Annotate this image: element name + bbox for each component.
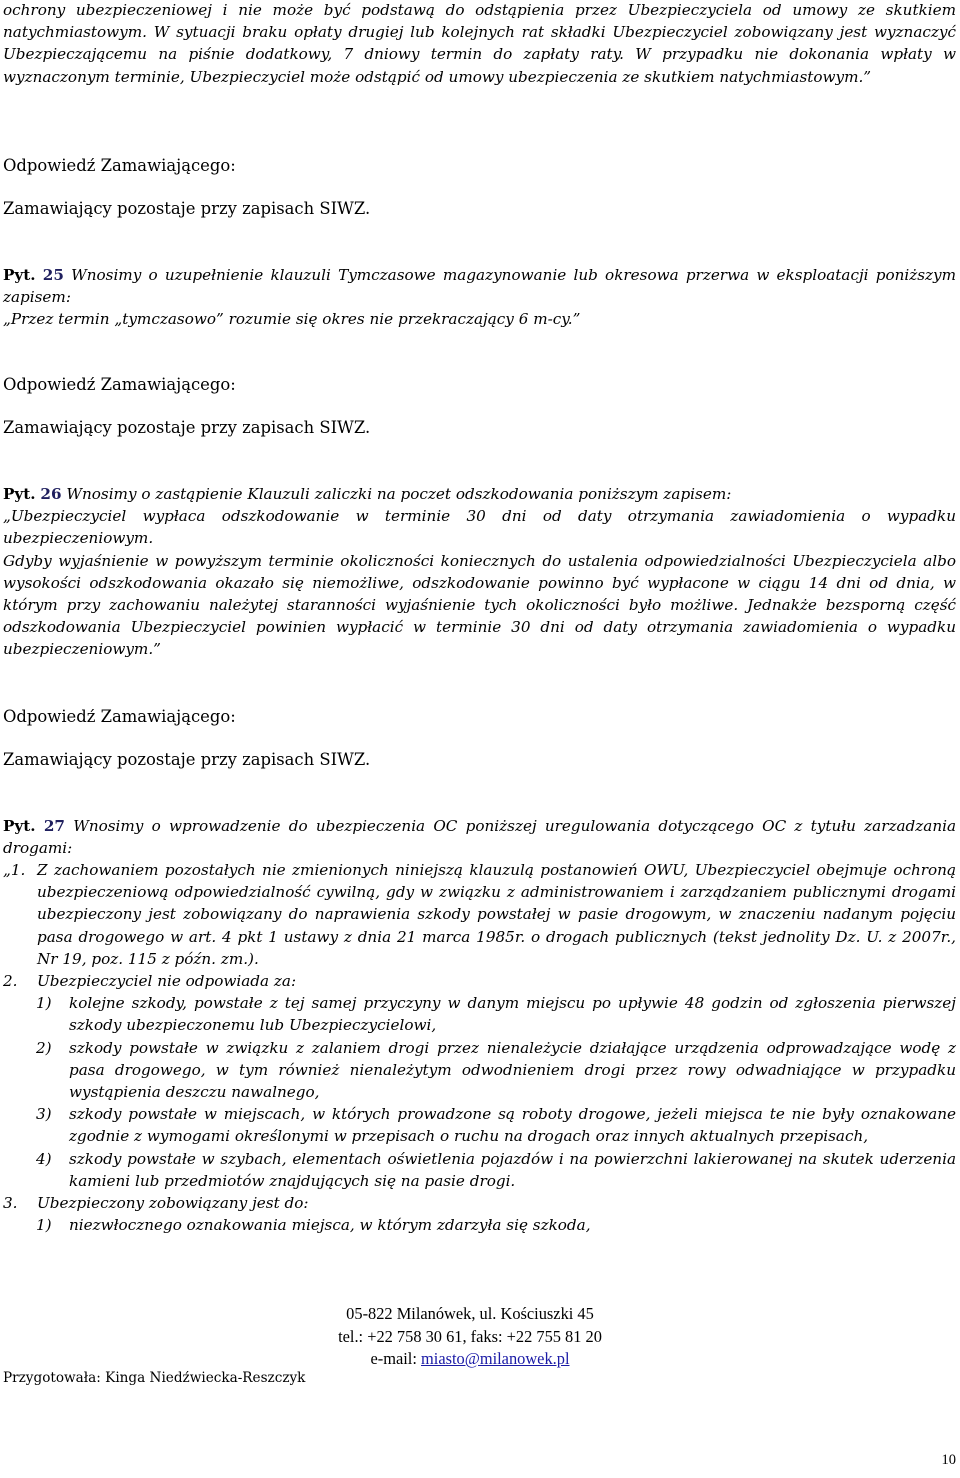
question-label: Pyt. xyxy=(3,817,36,835)
answer-text: Zamawiający pozostaje przy zapisach SIWZ. xyxy=(3,418,371,437)
list-item xyxy=(3,859,956,970)
sub-list-item-text: szkody powstałe w miejscach, w których prowadzone są roboty drogowe, jeżeli miejsca te nie były oznakowane zgodnie z wymogami określonymi w przepisach o ruchu na drogach oraz innych aktualnych przepisach, xyxy=(69,1105,956,1146)
question-quote-continued: Gdyby wyjaśnienie w powyższym terminie okoliczności koniecznych do ustalenia odpowiedzialności Ubezpieczyciela albo wysokości odszkodowania okazało się niemożliwe, odszkodowanie powinno być wypłacone w ciągu 14 dni od dnia, w którym przy zachowaniu należytej staranności wyjaśnienie tych okoliczności było możliwe. Jednakże bezsporną część odszkodowania Ubezpieczyciel powinien wypłacić w terminie 30 dni od daty otrzymania zawiadomienia o wypadku ubezpieczeniowym.” xyxy=(3,551,956,659)
sub-list-item xyxy=(3,1148,956,1192)
question-26 xyxy=(3,483,956,661)
sub-list-item-text: szkody powstałe w związku z zalaniem drogi przez nienależycie działające urządzenia odprowadzające wodę z pasa drogowego, w tym również nienależytym odwodnieniem drogi przez rowy odwadniające w przypadku wystąpienia deszczu nawalnego, xyxy=(69,1038,956,1102)
sub-list-item-number: 1) xyxy=(36,994,52,1013)
sub-list-item-number: 4) xyxy=(36,1149,52,1168)
sub-list-item-text: szkody powstałe w szybach, elementach oświetlenia pojazdów i na powierzchni lakierowanej na skutek uderzenia kamieni lub przedmiotów znajdujących się na pasie drogi. xyxy=(69,1149,956,1190)
sub-list-item-number: 3) xyxy=(36,1105,52,1124)
list-item-number: „1. xyxy=(3,861,26,879)
list-item-number: 2. xyxy=(3,972,18,991)
list-item-text: Ubezpieczyciel nie odpowiada za: xyxy=(37,972,297,991)
page-number: 10 xyxy=(941,1452,956,1468)
list-item xyxy=(3,970,956,992)
sub-list-item xyxy=(3,992,956,1036)
question-text: Wnosimy o zastąpienie Klauzuli zaliczki na poczet odszkodowania poniższym zapisem: xyxy=(66,485,732,503)
answer-heading: Odpowiedź Zamawiającego: xyxy=(3,375,236,394)
email-link[interactable]: miasto@milanowek.pl xyxy=(421,1349,570,1368)
list-item-text: Ubezpieczony zobowiązany jest do: xyxy=(37,1194,309,1213)
footer-contact xyxy=(320,1303,620,1371)
footer-email-line xyxy=(320,1348,620,1371)
question-number: 26 xyxy=(40,485,62,503)
clause-list xyxy=(3,859,956,1236)
list-item-text: Z zachowaniem pozostałych nie zmienionych niniejszą klauzulą postanowień OWU, Ubezpieczyciel obejmuje ochroną ubezpieczeniową odpowiedzialność cywilną, gdy w związku z administrowaniem i zarządzaniem publicznymi drogami ubezpieczony jest zobowiązany do naprawienia szkody powstałej w pasie drogowym, w znaczeniu nadanym pojęciu pasa drogowego w art. 4 pkt 1 ustawy z dnia 21 marca 1985r. o drogach publicznych (tekst jednolity Dz. U. z 2007r., Nr 19, poz. 115 z późn. zm.). xyxy=(37,861,956,968)
sub-list-item xyxy=(3,1214,956,1236)
prepared-by: Przygotowała: Kinga Niedźwiecka-Reszczyk xyxy=(3,1370,306,1386)
question-quote: „Przez termin „tymczasowo” rozumie się okres nie przekraczający 6 m-cy.” xyxy=(3,310,581,329)
sub-list-item-number: 2) xyxy=(36,1038,52,1057)
question-text: Wnosimy o uzupełnienie klauzuli Tymczasowe magazynowanie lub okresowa przerwa w eksploatacji poniższym zapisem: xyxy=(3,266,956,307)
sub-list-item xyxy=(3,1103,956,1147)
answer-heading: Odpowiedź Zamawiającego: xyxy=(3,156,236,175)
sub-list-item-number: 1) xyxy=(36,1216,52,1235)
answer-text: Zamawiający pozostaje przy zapisach SIWZ. xyxy=(3,750,371,769)
footer-email-label: e-mail: xyxy=(370,1349,422,1368)
sub-list-item-text: niezwłocznego oznakowania miejsca, w którym zdarzyła się szkoda, xyxy=(69,1216,591,1235)
question-quote: „Ubezpieczyciel wypłaca odszkodowanie w terminie 30 dni od daty otrzymania zawiadomienia o wypadku ubezpieczeniowym. xyxy=(3,507,956,548)
list-item xyxy=(3,1192,956,1214)
question-27 xyxy=(3,815,956,859)
footer-phone: tel.: +22 758 30 61, faks: +22 755 81 20 xyxy=(338,1326,602,1346)
question-text: Wnosimy o wprowadzenie do ubezpieczenia OC poniższej uregulowania dotyczącego OC z tytułu zarzadzania drogami: xyxy=(3,817,957,858)
question-number: 27 xyxy=(43,817,65,835)
question-label: Pyt. xyxy=(3,485,36,503)
answer-text: Zamawiający pozostaje przy zapisach SIWZ. xyxy=(3,199,371,218)
question-label: Pyt. xyxy=(3,266,36,284)
question-25 xyxy=(3,264,956,331)
sub-list-item-text: kolejne szkody, powstałe z tej samej przyczyny w danym miejscu po upływie 48 godzin od zgłoszenia pierwszej szkody ubezpieczonemu lub Ubezpieczycielowi, xyxy=(69,994,956,1035)
answer-heading: Odpowiedź Zamawiającego: xyxy=(3,707,236,726)
list-item-number: 3. xyxy=(3,1194,18,1213)
intro-paragraph: ochrony ubezpieczeniowej i nie może być podstawą do odstąpienia przez Ubezpieczyciela od umowy ze skutkiem natychmiastowym. W sytuacji braku opłaty drugiej lub kolejnych rat składki Ubezpieczyciel zobowiązany jest wyznaczyć Ubezpieczającemu na piśnie dodatkowy, 7 dniowy termin do zapłaty raty. W przypadku nie dokonania wpłaty w wyznaczonym terminie, Ubezpieczyciel może odstąpić od umowy ubezpieczenia ze skutkiem natychmiastowym.” xyxy=(3,1,956,86)
footer-address: 05-822 Milanówek, ul. Kościuszki 45 xyxy=(346,1304,594,1323)
sub-list-item xyxy=(3,1037,956,1104)
question-number: 25 xyxy=(42,266,64,284)
